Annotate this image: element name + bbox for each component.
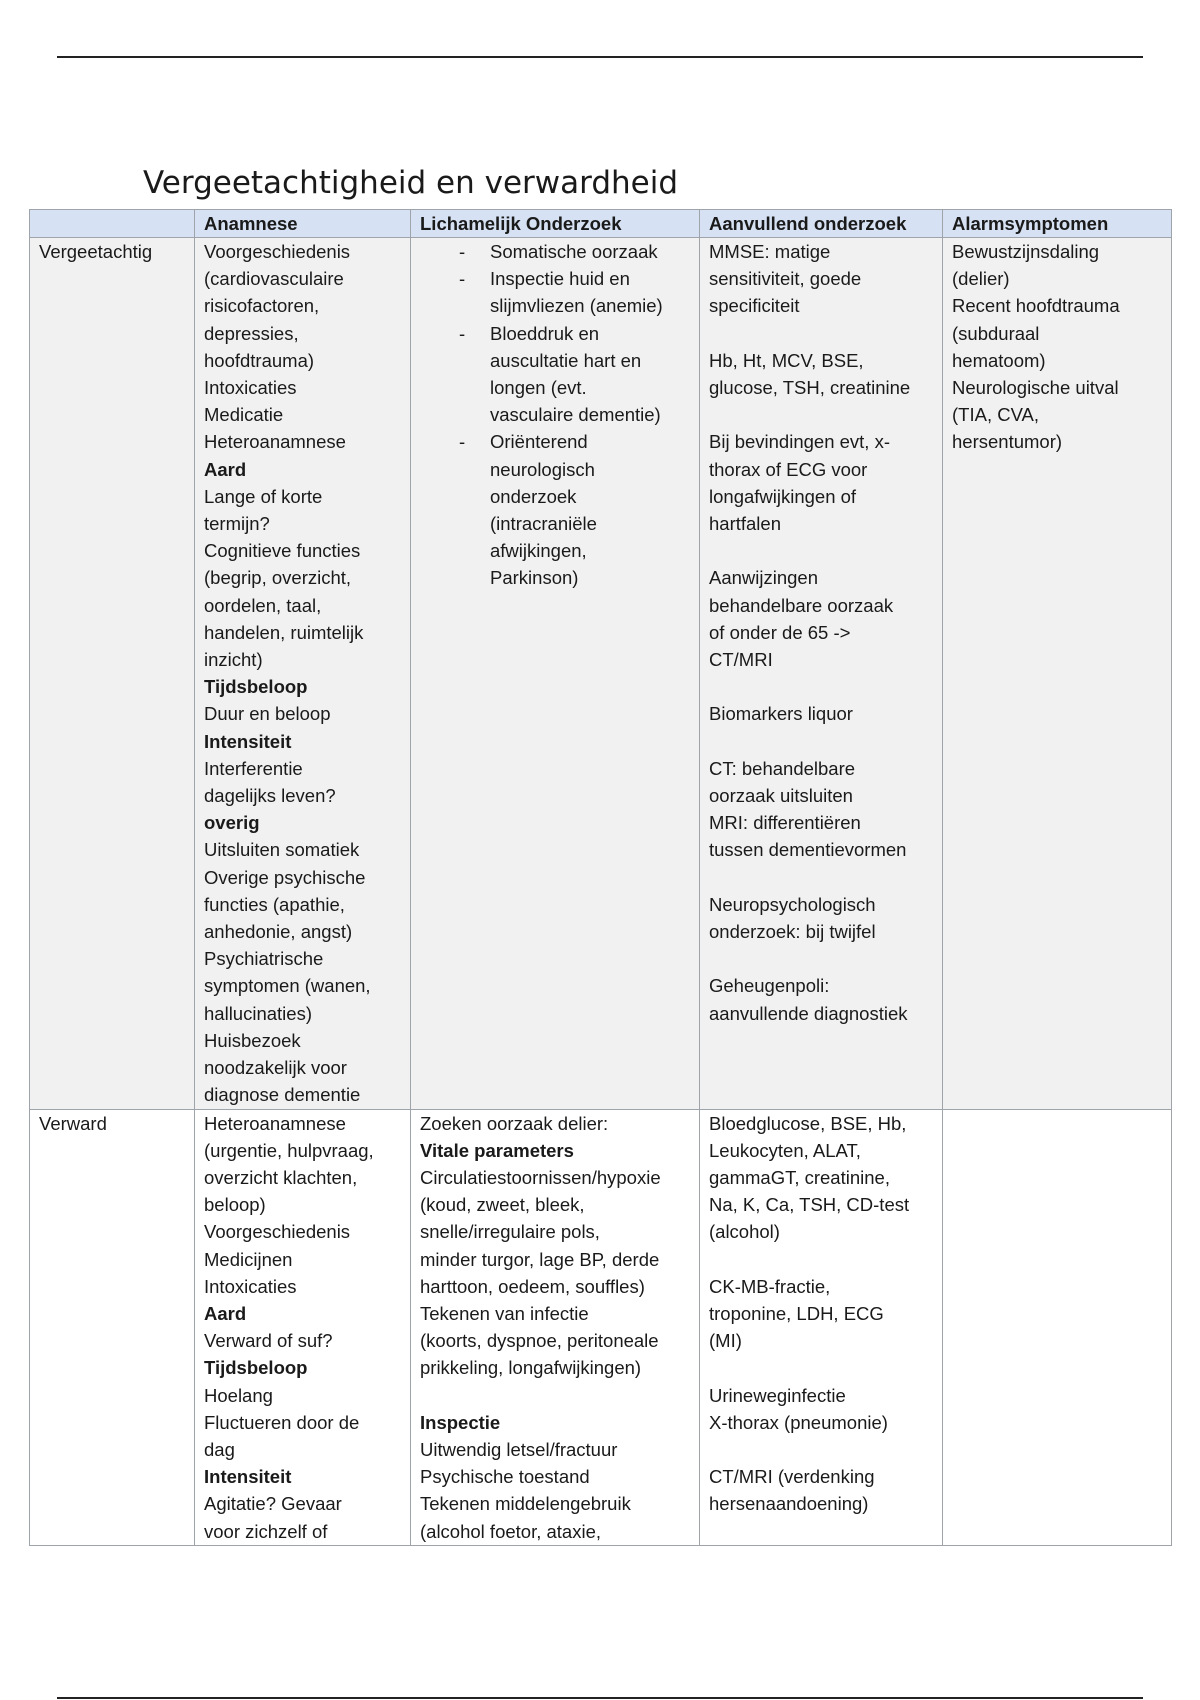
cell-line: Uitsluiten somatiek xyxy=(204,839,360,861)
cell-line: oorzaak uitsluiten xyxy=(709,784,853,806)
cell-line: handelen, ruimtelijk xyxy=(204,621,364,643)
footer-rule xyxy=(57,1697,1143,1699)
cell-spacer xyxy=(709,1246,933,1273)
cell-line: Neurologische uitval xyxy=(952,377,1119,399)
cell-line: Verward of suf? xyxy=(204,1330,333,1352)
bullet-dash: - xyxy=(459,431,466,453)
row-label: Vergeetachtig xyxy=(39,241,153,262)
cell-line: Hoelang xyxy=(204,1384,273,1406)
cell-line: beloop) xyxy=(204,1194,266,1216)
cell-subheading: overig xyxy=(204,812,260,834)
cell-line: voor zichzelf of xyxy=(204,1520,328,1542)
cell-spacer xyxy=(709,864,933,891)
cell-spacer xyxy=(709,537,933,564)
cell-line: oordelen, taal, xyxy=(204,594,322,616)
cell-line: CT: behandelbare xyxy=(709,757,856,779)
cell-line: hematoom) xyxy=(952,349,1046,371)
cell-line: Voorgeschiedenis xyxy=(204,241,351,262)
cell-spacer xyxy=(709,945,933,972)
cell-line: Bewustzijnsdaling xyxy=(952,241,1100,262)
cell-line: Agitatie? Gevaar xyxy=(204,1493,342,1515)
cell-line: Aanwijzingen xyxy=(709,567,819,589)
cell-line: gammaGT, creatinine, xyxy=(709,1166,890,1188)
bullet-line: Inspectie huid en xyxy=(490,268,630,290)
cell-line: Intoxicaties xyxy=(204,377,297,399)
aanvullend-cell xyxy=(700,238,943,1110)
cell-line: glucose, TSH, creatinine xyxy=(709,377,911,398)
cell-line: (cardiovasculaire xyxy=(204,268,344,290)
row-label: Verward xyxy=(39,1112,107,1134)
anamnese-cell xyxy=(195,238,411,1110)
bullet-dash: - xyxy=(459,241,466,262)
cell-spacer xyxy=(709,728,933,755)
bullet-line: Bloeddruk en xyxy=(490,322,600,344)
cell-subheading: Tijdsbeloop xyxy=(204,676,308,698)
cell-line: termijn? xyxy=(204,513,270,535)
header-anamnese: Anamnese xyxy=(195,210,411,238)
bullet-line: onderzoek xyxy=(490,485,577,507)
cell-spacer xyxy=(420,1382,690,1409)
cell-line: (alcohol) xyxy=(709,1221,780,1243)
cell-line: Huisbezoek xyxy=(204,1029,301,1051)
cell-line: X-thorax (pneumonie) xyxy=(709,1411,888,1433)
cell-line: (koorts, dyspnoe, peritoneale xyxy=(420,1330,659,1352)
cell-line: Overige psychische xyxy=(204,866,366,888)
cell-line: thorax of ECG voor xyxy=(709,458,868,480)
cell-line: Interferentie xyxy=(204,757,303,779)
cell-line: (koud, zweet, bleek, xyxy=(420,1194,585,1216)
bullet-line: slijmvliezen (anemie) xyxy=(490,295,663,317)
table-row-vergeetachtig xyxy=(30,238,1172,1110)
cell-line: Duur en beloop xyxy=(204,703,331,725)
cell-line: MMSE: matige xyxy=(709,241,831,262)
cell-line: harttoon, oedeem, souffles) xyxy=(420,1275,645,1297)
header-rule xyxy=(57,56,1143,58)
bullet-line: neurologisch xyxy=(490,458,595,480)
cell-subheading: Tijdsbeloop xyxy=(204,1357,308,1379)
cell-line: Lange of korte xyxy=(204,485,323,507)
cell-spacer xyxy=(709,673,933,700)
cell-line: overzicht klachten, xyxy=(204,1166,358,1188)
cell-spacer xyxy=(709,401,933,428)
cell-line: CT/MRI xyxy=(709,649,773,670)
cell-spacer xyxy=(709,1436,933,1463)
cell-line: risicofactoren, xyxy=(204,295,320,317)
cell-line: noodzakelijk voor xyxy=(204,1057,347,1079)
lichamelijk-cell xyxy=(411,1109,700,1545)
cell-line: anhedonie, angst) xyxy=(204,921,353,943)
row-label-cell xyxy=(30,238,195,1110)
cell-line: Psychische toestand xyxy=(420,1466,590,1488)
symptom-table xyxy=(29,209,1172,1546)
cell-line: (urgentie, hulpvraag, xyxy=(204,1139,374,1161)
bullet-line: longen (evt. xyxy=(490,377,587,399)
bullet-item xyxy=(420,320,690,429)
bullet-dash: - xyxy=(459,322,466,344)
anamnese-cell xyxy=(195,1109,411,1545)
cell-line: Bij bevindingen evt, x- xyxy=(709,431,890,453)
aanvullend-cell xyxy=(700,1109,943,1545)
bullet-line: Oriënterend xyxy=(490,431,588,453)
cell-line: CK-MB-fractie, xyxy=(709,1275,831,1297)
bullet-line: auscultatie hart en xyxy=(490,349,642,371)
bullet-line: Somatische oorzaak xyxy=(490,241,658,262)
cell-line: specificiteit xyxy=(709,295,800,317)
bullet-line: afwijkingen, xyxy=(490,540,587,562)
cell-line: (alcohol foetor, ataxie, xyxy=(420,1520,601,1542)
cell-line: sensitiviteit, goede xyxy=(709,268,862,290)
cell-line: (TIA, CVA, xyxy=(952,404,1040,426)
cell-line: (subduraal xyxy=(952,322,1040,344)
cell-line: hersentumor) xyxy=(952,431,1063,453)
cell-subheading: Intensiteit xyxy=(204,1466,292,1488)
cell-line: longafwijkingen of xyxy=(709,485,857,507)
cell-line: behandelbare oorzaak xyxy=(709,594,894,616)
header-empty xyxy=(30,210,195,238)
cell-subheading: Vitale parameters xyxy=(420,1139,574,1161)
bullet-item xyxy=(420,238,690,265)
bullet-item xyxy=(420,428,690,591)
cell-subheading: Aard xyxy=(204,1302,247,1324)
cell-line: Voorgeschiedenis xyxy=(204,1221,351,1243)
cell-line: Leukocyten, ALAT, xyxy=(709,1139,861,1161)
cell-line: prikkeling, longafwijkingen) xyxy=(420,1357,642,1379)
cell-line: aanvullende diagnostiek xyxy=(709,1002,908,1024)
cell-line: MRI: differentiëren xyxy=(709,812,861,834)
bullet-item xyxy=(420,265,690,319)
cell-line: of onder de 65 -> xyxy=(709,621,851,643)
bullet-dash: - xyxy=(459,268,466,290)
cell-spacer xyxy=(709,1354,933,1381)
cell-line: Neuropsychologisch xyxy=(709,893,876,915)
bullet-line: vasculaire dementie) xyxy=(490,404,661,426)
cell-line: tussen dementievormen xyxy=(709,839,907,861)
cell-line: hartfalen xyxy=(709,513,781,534)
cell-line: Urineweginfectie xyxy=(709,1384,846,1406)
header-lichamelijk-onderzoek: Lichamelijk Onderzoek xyxy=(411,210,700,238)
alarm-cell xyxy=(943,238,1172,1110)
cell-line: Heteroanamnese xyxy=(204,431,346,453)
header-alarmsymptomen: Alarmsymptomen xyxy=(943,210,1172,238)
cell-line: Heteroanamnese xyxy=(204,1112,346,1134)
cell-line: Medicijnen xyxy=(204,1248,293,1270)
cell-line: dagelijks leven? xyxy=(204,785,336,807)
cell-line: Na, K, Ca, TSH, CD-test xyxy=(709,1194,910,1216)
cell-line: Biomarkers liquor xyxy=(709,703,853,725)
cell-line: minder turgor, lage BP, derde xyxy=(420,1248,660,1270)
lichamelijk-cell xyxy=(411,238,700,1110)
cell-line: (MI) xyxy=(709,1330,742,1352)
cell-line: Intoxicaties xyxy=(204,1275,297,1297)
cell-line: onderzoek: bij twijfel xyxy=(709,920,876,942)
header-aanvullend-onderzoek: Aanvullend onderzoek xyxy=(700,210,943,238)
cell-line: Fluctueren door de xyxy=(204,1411,360,1433)
cell-line: functies (apathie, xyxy=(204,893,345,915)
cell-subheading: Inspectie xyxy=(420,1411,501,1433)
cell-line: Tekenen middelengebruik xyxy=(420,1493,631,1515)
cell-line: hoofdtrauma) xyxy=(204,349,315,371)
cell-line: Cognitieve functies xyxy=(204,540,361,562)
cell-line: troponine, LDH, ECG xyxy=(709,1302,884,1324)
cell-line: Zoeken oorzaak delier: xyxy=(420,1112,609,1134)
table-header-row xyxy=(30,210,1172,238)
bullet-line: (intracraniële xyxy=(490,513,597,535)
cell-line: Medicatie xyxy=(204,404,284,426)
cell-line: (delier) xyxy=(952,268,1010,290)
cell-line: Hb, Ht, MCV, BSE, xyxy=(709,349,864,371)
cell-subheading: Intensiteit xyxy=(204,730,292,752)
table-row-verward xyxy=(30,1109,1172,1545)
page-title: Vergeetachtigheid en verwardheid xyxy=(143,165,679,201)
cell-line: hallucinaties) xyxy=(204,1002,312,1024)
cell-line: Geheugenpoli: xyxy=(709,975,830,997)
cell-line: Tekenen van infectie xyxy=(420,1302,589,1324)
cell-line: snelle/irregulaire pols, xyxy=(420,1221,600,1243)
cell-line: depressies, xyxy=(204,322,299,344)
cell-line: CT/MRI (verdenking xyxy=(709,1466,875,1488)
bullet-line: Parkinson) xyxy=(490,567,579,589)
cell-spacer xyxy=(709,320,933,347)
cell-line: Psychiatrische xyxy=(204,948,324,970)
cell-line: symptomen (wanen, xyxy=(204,975,371,997)
cell-line: diagnose dementie xyxy=(204,1084,361,1106)
alarm-cell xyxy=(943,1109,1172,1545)
cell-line: Bloedglucose, BSE, Hb, xyxy=(709,1112,907,1134)
cell-line: inzicht) xyxy=(204,649,263,671)
cell-line: Circulatiestoornissen/hypoxie xyxy=(420,1166,661,1188)
cell-line: dag xyxy=(204,1438,235,1460)
cell-line: Recent hoofdtrauma xyxy=(952,295,1120,317)
cell-line: hersenaandoening) xyxy=(709,1493,869,1515)
cell-line: (begrip, overzicht, xyxy=(204,567,352,589)
row-label-cell xyxy=(30,1109,195,1545)
cell-line: Uitwendig letsel/fractuur xyxy=(420,1438,618,1460)
cell-subheading: Aard xyxy=(204,458,247,480)
